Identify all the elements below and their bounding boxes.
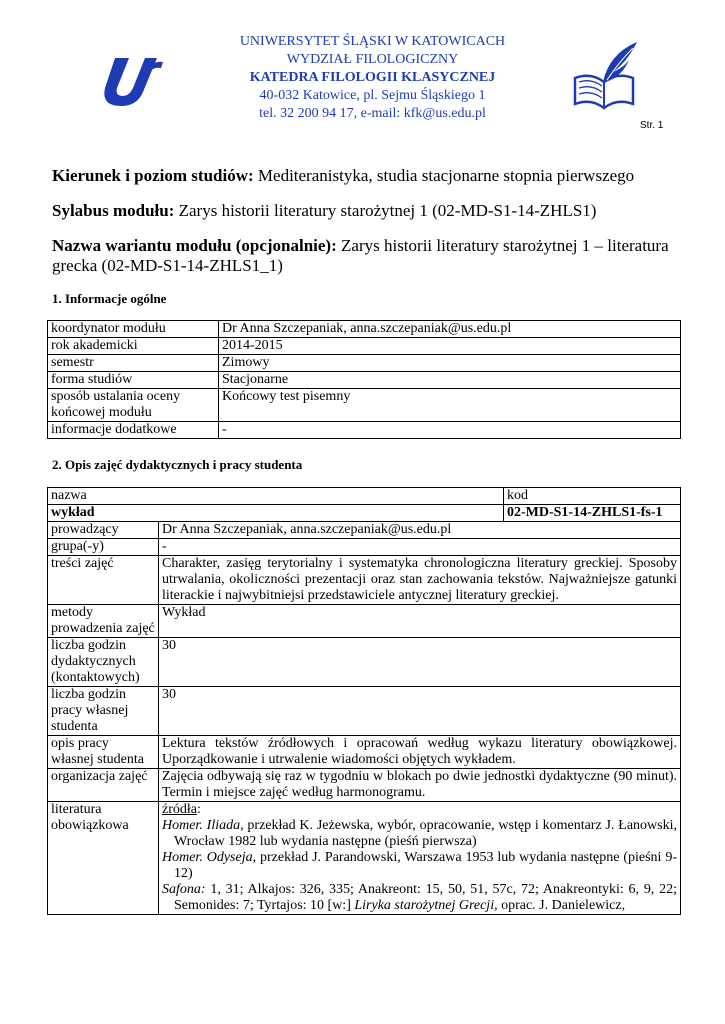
table-row [48, 736, 681, 769]
row-key: koordynator modułu [48, 321, 219, 338]
entry-detail: , oprac. J. Danielewicz, [494, 898, 626, 913]
page-number: Str. 1 [640, 120, 664, 131]
table-row [48, 372, 681, 389]
kod-header: kod [504, 488, 681, 505]
sylabus-line [52, 201, 682, 221]
row-key: organizacja zajęć [48, 769, 159, 802]
department-name: KATEDRA FILOLOGII KLASYCZNEJ [249, 70, 496, 85]
sources-heading: źródła [162, 802, 197, 817]
row-value: Końcowy test pisemny [219, 389, 681, 422]
row-value: - [159, 539, 681, 556]
row-key: semestr [48, 355, 219, 372]
row-value: 30 [159, 687, 681, 736]
entry-detail: , przekład K. Jeżewska, wybór, opracowanie, wstęp i komentarz J. Łanowski, Wrocław 1982 lub wydania następne (pieśń pierwsza) [174, 818, 677, 849]
wariant-line [52, 236, 682, 276]
kierunek-value: Mediteranistyka, studia stacjonarne stopnia pierwszego [253, 166, 635, 185]
table-row [48, 605, 681, 638]
sylabus-label: Sylabus modułu: [52, 201, 175, 220]
university-logo-icon [95, 52, 163, 112]
sources-colon: : [196, 802, 201, 817]
general-info-table [47, 320, 681, 439]
row-key: opis pracy własnej studenta [48, 736, 159, 769]
list-item [162, 818, 677, 850]
row-key: liczba godzin pracy własnej studenta [48, 687, 159, 736]
entry-title: Liryka starożytnej Grecji [354, 898, 495, 913]
wariant-label: Nazwa wariantu modułu (opcjonalnie): [52, 236, 337, 255]
row-value: Wykład [159, 605, 681, 638]
kod-value: 02-MD-S1-14-ZHLS1-fs-1 [504, 505, 681, 522]
list-item [162, 850, 677, 882]
section2-title: 2. Opis zajęć dydaktycznych i pracy studenta [52, 457, 303, 472]
row-value: 2014-2015 [219, 338, 681, 355]
wariant-value: Zarys historii literatury starożytnej 1 – literatura grecka (02-MD-S1-14-ZHLS1_1) [52, 236, 669, 275]
row-key: grupa(-y) [48, 539, 159, 556]
row-value: Lektura tekstów źródłowych i opracowań według wykazu literatury obowiązkowej. Uporządkowanie i utrwalenie wiadomości objętych wykładem. [159, 736, 681, 769]
row-key: metody prowadzenia zajęć [48, 605, 159, 638]
row-key: treści zajęć [48, 556, 159, 605]
entry-title: Safona: [162, 882, 206, 897]
letterhead [0, 30, 725, 130]
course-description-table [47, 487, 681, 915]
table-row [48, 505, 681, 522]
address: 40-032 Katowice, pl. Sejmu Śląskiego 1 [259, 88, 486, 103]
table-row [48, 638, 681, 687]
table-row [48, 488, 681, 505]
table-row [48, 522, 681, 539]
row-value: Zimowy [219, 355, 681, 372]
table-row [48, 556, 681, 605]
table-row [48, 539, 681, 556]
table-row [48, 321, 681, 338]
table-row [48, 802, 681, 915]
row-value: Dr Anna Szczepaniak, anna.szczepaniak@us.edu.pl [159, 522, 681, 539]
book-feather-icon [567, 38, 641, 112]
letterhead-text [210, 33, 535, 123]
row-key: literatura obowiązkowa [48, 802, 159, 915]
list-item [162, 882, 677, 914]
section1-title: 1. Informacje ogólne [52, 291, 167, 306]
table-row [48, 338, 681, 355]
row-value: - [219, 422, 681, 439]
row-value: Stacjonarne [219, 372, 681, 389]
row-value: 30 [159, 638, 681, 687]
contact: tel. 32 200 94 17, e-mail: kfk@us.edu.pl [259, 106, 486, 121]
entry-detail: , przekład J. Parandowski, Warszawa 1953 lub wydania następne (pieśni 9-12) [174, 850, 677, 881]
row-value: Charakter, zasięg terytorialny i systematyka chronologiczna literatury greckiej. Sposoby utrwalania, okoliczności prezentacji oraz stan zachowania tekstów. Najważniejsze gatunki literackie i najwybitniejsi przedstawiciele antycznej literatury greckiej. [159, 556, 681, 605]
table-row [48, 355, 681, 372]
university-name: UNIWERSYTET ŚLĄSKI W KATOWICACH [239, 34, 506, 49]
row-key: rok akademicki [48, 338, 219, 355]
table-row [48, 422, 681, 439]
table-row [48, 769, 681, 802]
table-row [48, 687, 681, 736]
entry-title: Homer. Odyseja [162, 850, 253, 865]
table-row [48, 389, 681, 422]
row-key: prowadzący [48, 522, 159, 539]
nazwa-value: wykład [48, 505, 504, 522]
entry-title: Homer. Iliada [162, 818, 241, 833]
row-key: forma studiów [48, 372, 219, 389]
kierunek-line [52, 166, 682, 186]
row-value: Zajęcia odbywają się raz w tygodniu w blokach po dwie jednostki dydaktyczne (90 minut). Termin i miejsce zajęć według harmonogramu. [159, 769, 681, 802]
nazwa-header: nazwa [48, 488, 504, 505]
row-key: sposób ustalania oceny końcowej modułu [48, 389, 219, 422]
row-key: informacje dodatkowe [48, 422, 219, 439]
literature-list [159, 802, 681, 915]
row-value: Dr Anna Szczepaniak, anna.szczepaniak@us.edu.pl [219, 321, 681, 338]
row-key: liczba godzin dydaktycznych (kontaktowych) [48, 638, 159, 687]
kierunek-label: Kierunek i poziom studiów: [52, 166, 254, 185]
entry-detail: 1, 31; Alkajos: 326, 335; Anakreont: 15, 50, 51, 57c, 72; Anakreontyki: 6, 9, 22; Semonides: 7; Tyrtajos: 10 [w:] [174, 882, 677, 913]
faculty-name: WYDZIAŁ FILOLOGICZNY [286, 52, 459, 67]
sylabus-value: Zarys historii literatury starożytnej 1 (02-MD-S1-14-ZHLS1) [174, 201, 597, 220]
